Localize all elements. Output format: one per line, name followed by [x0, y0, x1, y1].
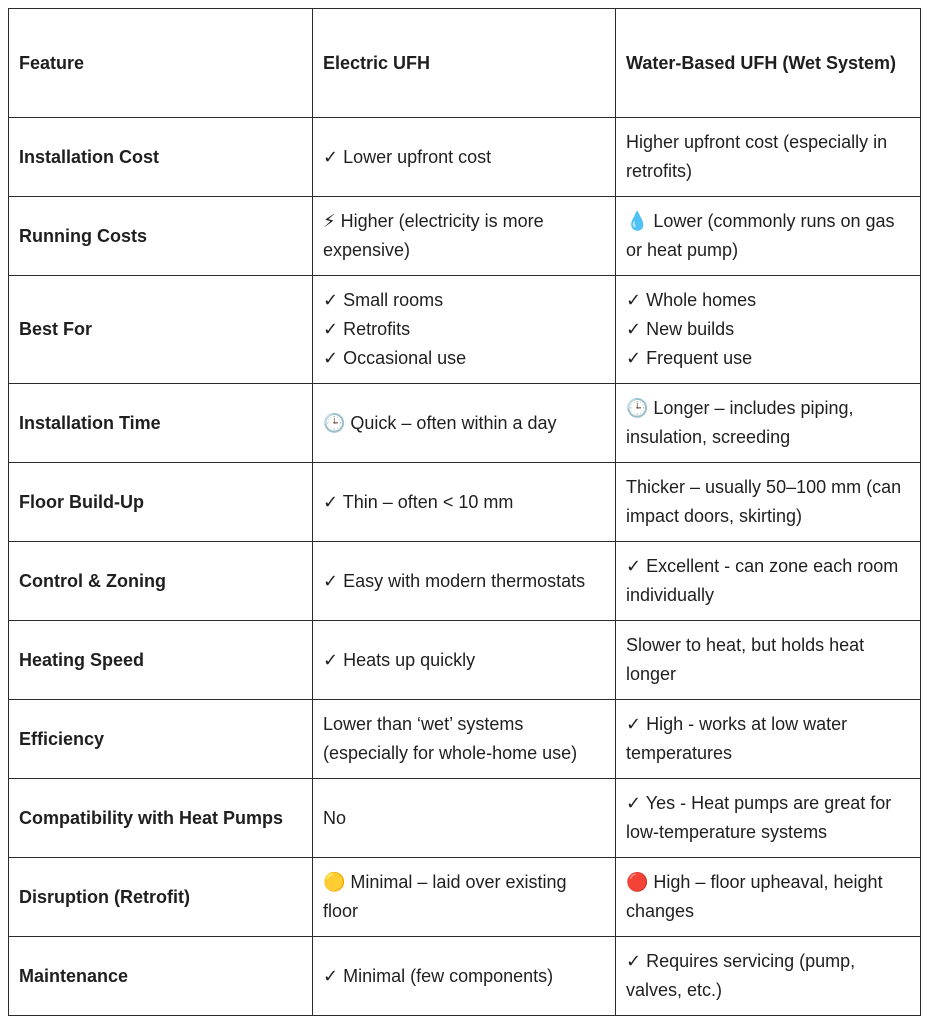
- feature-cell: Floor Build-Up: [9, 463, 313, 542]
- feature-cell: Control & Zoning: [9, 542, 313, 621]
- feature-cell: Efficiency: [9, 700, 313, 779]
- table-row: [9, 779, 921, 858]
- table-row: [9, 118, 921, 197]
- table-row: [9, 937, 921, 1016]
- feature-cell: Best For: [9, 276, 313, 384]
- electric-cell: ✓ Thin – often < 10 mm: [313, 463, 616, 542]
- electric-cell: Lower than ‘wet’ systems (especially for whole-home use): [313, 700, 616, 779]
- table-body: [9, 118, 921, 1016]
- feature-cell: Installation Cost: [9, 118, 313, 197]
- table-row: [9, 542, 921, 621]
- electric-cell: ✓ Easy with modern thermostats: [313, 542, 616, 621]
- electric-cell: ✓ Lower upfront cost: [313, 118, 616, 197]
- electric-cell: No: [313, 779, 616, 858]
- electric-cell: ✓ Minimal (few components): [313, 937, 616, 1016]
- wet-cell: 🔴 High – floor upheaval, height changes: [616, 858, 921, 937]
- wet-cell: Thicker – usually 50–100 mm (can impact doors, skirting): [616, 463, 921, 542]
- wet-cell: ✓ High - works at low water temperatures: [616, 700, 921, 779]
- feature-cell: Heating Speed: [9, 621, 313, 700]
- electric-cell: ⚡ Higher (electricity is more expensive): [313, 197, 616, 276]
- wet-cell: ✓ Yes - Heat pumps are great for low-temperature systems: [616, 779, 921, 858]
- table-row: [9, 384, 921, 463]
- table-row: [9, 463, 921, 542]
- wet-cell: Slower to heat, but holds heat longer: [616, 621, 921, 700]
- wet-cell: ✓ Excellent - can zone each room individually: [616, 542, 921, 621]
- header-water-based-ufh: Water-Based UFH (Wet System): [616, 9, 921, 118]
- feature-cell: Running Costs: [9, 197, 313, 276]
- electric-cell: ✓ Small rooms ✓ Retrofits ✓ Occasional use: [313, 276, 616, 384]
- comparison-table: [8, 8, 921, 1016]
- feature-cell: Maintenance: [9, 937, 313, 1016]
- header-electric-ufh: Electric UFH: [313, 9, 616, 118]
- electric-cell: 🕒 Quick – often within a day: [313, 384, 616, 463]
- wet-cell: Higher upfront cost (especially in retrofits): [616, 118, 921, 197]
- wet-cell: ✓ Requires servicing (pump, valves, etc.): [616, 937, 921, 1016]
- table-row: [9, 276, 921, 384]
- wet-cell: 🕒 Longer – includes piping, insulation, screeding: [616, 384, 921, 463]
- table-row: [9, 858, 921, 937]
- electric-cell: 🟡 Minimal – laid over existing floor: [313, 858, 616, 937]
- feature-cell: Compatibility with Heat Pumps: [9, 779, 313, 858]
- table-row: [9, 700, 921, 779]
- feature-cell: Disruption (Retrofit): [9, 858, 313, 937]
- wet-cell: 💧 Lower (commonly runs on gas or heat pump): [616, 197, 921, 276]
- table-row: [9, 197, 921, 276]
- wet-cell: ✓ Whole homes ✓ New builds ✓ Frequent use: [616, 276, 921, 384]
- table-header: [9, 9, 921, 118]
- feature-cell: Installation Time: [9, 384, 313, 463]
- table-row: [9, 621, 921, 700]
- electric-cell: ✓ Heats up quickly: [313, 621, 616, 700]
- header-row: [9, 9, 921, 118]
- header-feature: Feature: [9, 9, 313, 118]
